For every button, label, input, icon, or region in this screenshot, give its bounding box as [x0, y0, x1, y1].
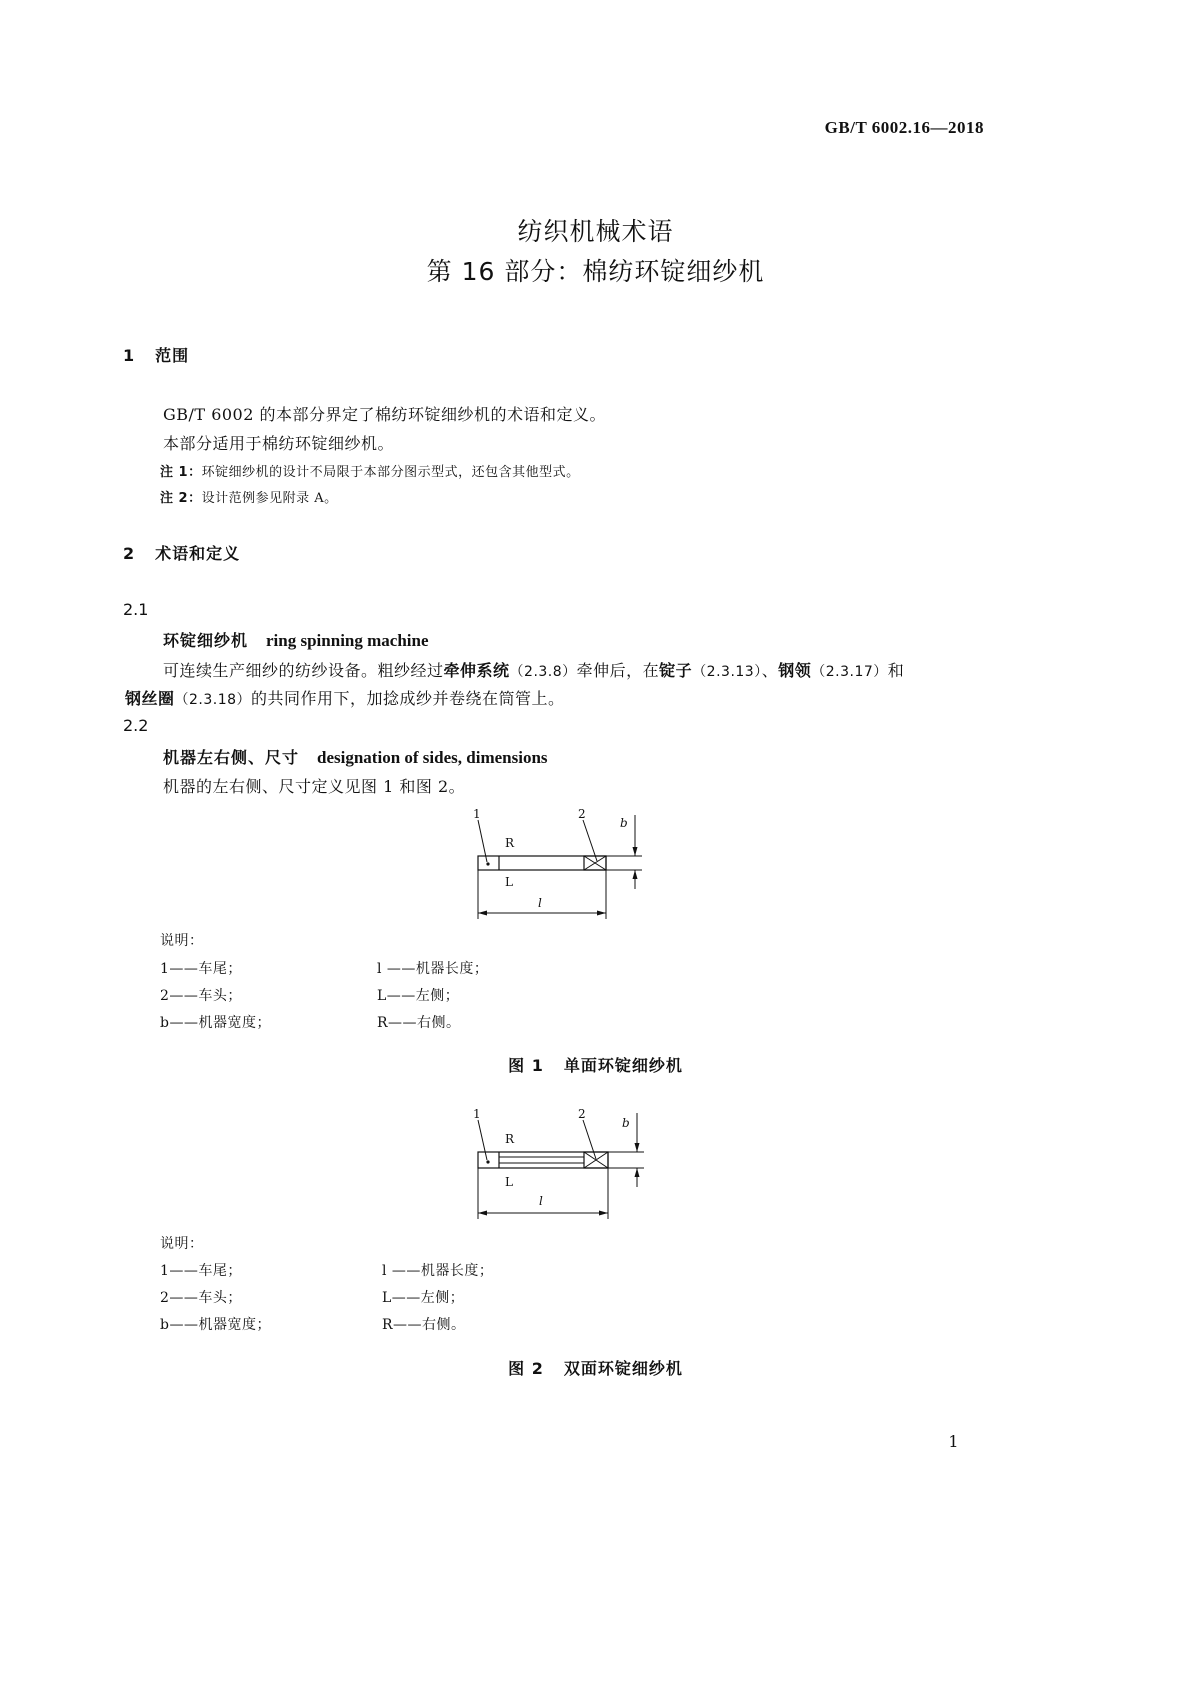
left-side-label: L: [505, 875, 513, 889]
figure1-diagram: [470, 805, 660, 925]
page-number: 1: [948, 1432, 959, 1451]
ref-traveller-num: （2.3.18）: [174, 692, 252, 708]
length-label: l: [539, 1194, 543, 1208]
figure2-caption-text: 双面环锭细纱机: [563, 1359, 683, 1378]
standard-code: GB/T 6002.16—2018: [824, 118, 984, 137]
legend-item: L——左侧；: [377, 988, 460, 1004]
figure2-diagram: [470, 1105, 660, 1225]
def-text: 牵伸后，在: [576, 661, 660, 680]
legend-item: b——机器宽度；: [160, 1317, 271, 1333]
document-title-line2: 第 16 部分：棉纺环锭细纱机: [426, 257, 765, 286]
figure2-caption-number: 图 2: [508, 1359, 544, 1378]
term2-zh: 机器左右侧、尺寸: [163, 748, 300, 767]
left-side-label: L: [505, 1175, 513, 1189]
term2-definition: 机器的左右侧、尺寸定义见图 1 和图 2。: [163, 777, 466, 796]
figure1-caption-number: 图 1: [508, 1056, 544, 1075]
term1-definition-line2: [125, 686, 565, 709]
callout1-label: 1: [473, 1107, 481, 1121]
term1-zh: 环锭细纱机: [163, 631, 249, 650]
def-text: 可连续生产细纱的纺纱设备。粗纱经过: [163, 661, 444, 680]
legend-item: 2——车头；: [160, 988, 242, 1004]
right-side-label: R: [505, 836, 515, 850]
tail-dot: [486, 862, 489, 865]
ref-drafting-system-num: （2.3.8）: [509, 664, 577, 680]
tail-dot: [486, 1160, 489, 1163]
figure1-caption-text: 单面环锭细纱机: [563, 1056, 683, 1075]
section2-number: 2: [123, 544, 136, 563]
arrowhead: [633, 870, 638, 879]
section1-heading: [123, 343, 189, 366]
figure2-legend-title: 说明：: [160, 1236, 204, 1252]
note2-label: 注 2：: [160, 491, 202, 506]
term1-en: ring spinning machine: [266, 631, 429, 650]
ref-drafting-system: 牵伸系统: [443, 661, 510, 680]
note1-text: 环锭细纱机的设计不局限于本部分图示型式，还包含其他型式。: [201, 465, 580, 480]
figure1-caption: [0, 1053, 1191, 1076]
callout1-leader: [478, 1120, 487, 1160]
section1-number: 1: [123, 346, 136, 365]
callout2-leader: [583, 820, 597, 861]
section2-heading: [123, 541, 240, 564]
section1-title: 范围: [155, 346, 190, 365]
legend-item: R——右侧。: [382, 1317, 466, 1333]
legend-item: l ——机器长度；: [377, 961, 489, 977]
figure1-legend-title: 说明：: [160, 933, 204, 949]
ref-ring-num: （2.3.17）: [811, 664, 888, 680]
arrowhead: [597, 911, 606, 916]
def-text: 和: [887, 661, 905, 680]
section1-para2: 本部分适用于棉纺环锭细纱机。: [163, 434, 395, 453]
width-label: b: [622, 1116, 630, 1130]
ref-traveller: 钢丝圈: [125, 689, 175, 708]
note2: [160, 487, 338, 506]
term1-definition-line1: [163, 658, 904, 681]
arrowhead: [478, 911, 487, 916]
legend-item: b——机器宽度；: [160, 1015, 271, 1031]
legend-item: l ——机器长度；: [382, 1263, 494, 1279]
legend-item: R——右侧。: [377, 1015, 461, 1031]
ref-ring: 钢领: [778, 661, 812, 680]
length-label: l: [538, 896, 542, 910]
arrowhead: [478, 1211, 487, 1216]
term2-heading: [163, 745, 548, 768]
ref-spindle: 锭子: [659, 661, 693, 680]
callout1-label: 1: [473, 807, 481, 821]
arrowhead: [599, 1211, 608, 1216]
def-text: 、: [761, 661, 779, 680]
callout2-label: 2: [578, 1107, 586, 1121]
term2-number: 2.2: [123, 716, 149, 735]
def-text: 的共同作用下，加捻成纱并卷绕在筒管上。: [251, 689, 565, 708]
note1: [160, 461, 580, 480]
section2-title: 术语和定义: [155, 544, 241, 563]
arrowhead: [635, 1143, 640, 1152]
legend-item: 2——车头；: [160, 1290, 242, 1306]
section1-para1: GB/T 6002 的本部分界定了棉纺环锭细纱机的术语和定义。: [163, 405, 606, 424]
width-label: b: [620, 816, 628, 830]
legend-item: L——左侧；: [382, 1290, 465, 1306]
term2-en: designation of sides, dimensions: [317, 748, 548, 767]
figure2-caption: [0, 1356, 1191, 1379]
legend-item: 1——车尾；: [160, 961, 242, 977]
arrowhead: [635, 1168, 640, 1177]
term1-number: 2.1: [123, 600, 149, 619]
term1-heading: [163, 628, 429, 651]
arrowhead: [633, 847, 638, 856]
note2-text: 设计范例参见附录 A。: [201, 491, 338, 506]
right-side-label: R: [505, 1132, 515, 1146]
document-title-line1: 纺织机械术语: [517, 217, 674, 246]
note1-label: 注 1：: [160, 465, 202, 480]
legend-item: 1——车尾；: [160, 1263, 242, 1279]
callout2-label: 2: [578, 807, 586, 821]
ref-spindle-num: （2.3.13）: [692, 664, 762, 680]
